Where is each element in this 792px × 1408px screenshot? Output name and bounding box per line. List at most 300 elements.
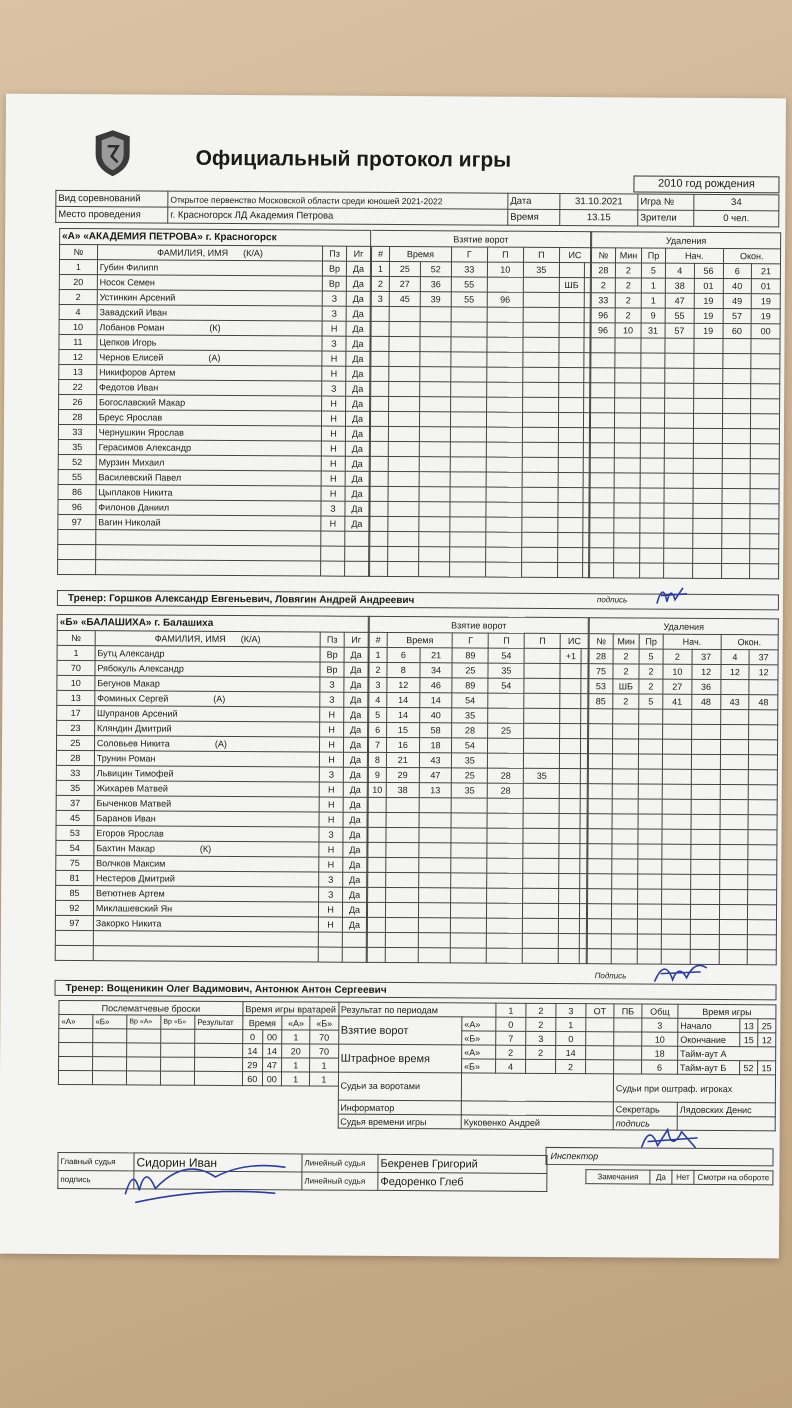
pen-end-m xyxy=(722,413,751,428)
goal-scorer: 55 xyxy=(451,292,487,307)
player-played: Да xyxy=(343,902,367,917)
empty-cell xyxy=(58,559,96,574)
pen-minutes xyxy=(615,398,641,413)
secretary-podpis: подпись xyxy=(613,1116,677,1130)
goal-extra xyxy=(580,889,587,904)
pen-number xyxy=(587,919,611,934)
pen-minutes xyxy=(611,919,637,934)
player-number: 35 xyxy=(56,780,94,795)
player-name: Соловьев Никита xyxy=(96,738,170,749)
goal-assist-1 xyxy=(487,828,523,843)
goal-number: 9 xyxy=(368,767,386,782)
notes-yes: Да xyxy=(650,1170,672,1184)
head-ref-label: Главный судья xyxy=(58,1152,134,1170)
time-value: 13.15 xyxy=(560,210,638,226)
goal-extra xyxy=(582,563,589,578)
table-row xyxy=(371,336,590,352)
goal-number xyxy=(368,887,386,902)
goal-minute: 15 xyxy=(387,722,420,737)
goal-scorer xyxy=(451,843,487,858)
player-name: Никифоров Артем xyxy=(99,367,176,378)
goal-assist-2 xyxy=(522,457,558,472)
player-name: Бегунов Макар xyxy=(97,678,160,689)
pen-start-s xyxy=(691,724,720,739)
game-time-title: Время игры xyxy=(678,1004,776,1019)
player-position: Н xyxy=(322,411,346,426)
goal-number: 1 xyxy=(369,647,387,662)
player-number: 52 xyxy=(58,454,96,469)
so-col-gkb: Вр «Б» xyxy=(161,1015,195,1029)
pen-reason: 5 xyxy=(639,649,663,664)
pen-end-s xyxy=(749,725,778,740)
player-played: Да xyxy=(343,797,367,812)
pen-minutes xyxy=(615,383,641,398)
col-name-text: ФАМИЛИЯ, ИМЯ xyxy=(157,247,229,258)
pen-col-pr: Пр xyxy=(641,248,665,263)
player-position: Н xyxy=(318,917,342,932)
goal-number xyxy=(367,947,385,962)
goal-assist-2 xyxy=(523,337,559,352)
table-row xyxy=(368,797,587,813)
player-played: Да xyxy=(346,306,370,321)
player-number: 28 xyxy=(58,409,96,424)
table-row xyxy=(590,473,779,489)
pen-end-m xyxy=(719,859,748,874)
player-position: З xyxy=(320,677,344,692)
table-row xyxy=(590,563,779,579)
pen-start-s xyxy=(690,889,719,904)
player-number: 17 xyxy=(57,705,95,720)
goal-strength xyxy=(559,874,580,889)
goal-extra xyxy=(582,548,589,563)
goal-strength xyxy=(560,724,581,739)
pen-start-m: 4 xyxy=(665,263,694,278)
period-col-total: Общ xyxy=(642,1004,678,1018)
goal-assist-1: 35 xyxy=(488,663,524,678)
goal-strength xyxy=(558,412,583,427)
goal-strength xyxy=(560,754,581,769)
pen-start-s: 19 xyxy=(694,293,723,308)
goal-second xyxy=(418,918,451,933)
pen-end-m: 60 xyxy=(723,323,752,338)
goal-extra xyxy=(581,754,588,769)
table-row xyxy=(588,799,777,815)
table-row xyxy=(371,366,590,382)
player-played: Да xyxy=(344,692,368,707)
player-position: Н xyxy=(321,441,345,456)
goal-strength xyxy=(559,919,580,934)
goal-number xyxy=(370,546,388,561)
pen-end-m xyxy=(720,784,749,799)
goal-assist-1: 25 xyxy=(488,723,524,738)
goal-minute xyxy=(385,917,418,932)
spectators-label: Зрители xyxy=(638,210,694,226)
player-name: Львицин Тимофей xyxy=(96,768,174,779)
goal-assist-2 xyxy=(524,723,560,738)
goal-col-g: Г xyxy=(453,633,489,648)
goal-assist-2: 35 xyxy=(524,768,560,783)
goal-assist-1 xyxy=(487,798,523,813)
pen-start-m xyxy=(665,368,694,383)
goal-extra xyxy=(583,488,590,503)
empty-cell xyxy=(318,947,342,962)
gk-col-b: «Б» xyxy=(310,1016,338,1030)
goal-scorer xyxy=(450,532,486,547)
pen-reason xyxy=(640,533,664,548)
goal-number xyxy=(371,366,389,381)
table-row xyxy=(588,874,777,890)
goal-second xyxy=(418,903,451,918)
notes-see-back: Смотри на обороте xyxy=(694,1170,773,1184)
goal-strength xyxy=(558,397,583,412)
table-row xyxy=(588,829,777,845)
pim-a-pb xyxy=(614,1046,642,1060)
goal-strength xyxy=(560,664,581,679)
goal-scorer xyxy=(451,933,487,948)
pen-start-s xyxy=(691,754,720,769)
pen-end-s: 12 xyxy=(749,665,778,680)
empty-cell xyxy=(321,561,345,576)
so-col-result: Результат xyxy=(195,1015,243,1029)
goal-assist-1 xyxy=(486,412,522,427)
pen-start-s xyxy=(691,769,720,784)
pen-start-m xyxy=(664,458,693,473)
goal-assist-2 xyxy=(523,813,559,828)
gk-row2-b: 70 xyxy=(310,1044,338,1058)
pen-end-m xyxy=(720,799,749,814)
pen-start-m: 27 xyxy=(663,679,692,694)
pens-title: Удаления xyxy=(589,618,778,635)
player-number: 20 xyxy=(59,274,97,289)
player-position: З xyxy=(322,336,346,351)
goal-minute xyxy=(389,321,420,336)
table-row xyxy=(591,278,780,294)
player-number: 1 xyxy=(57,645,95,660)
goal-extra xyxy=(579,949,586,964)
goal-extra xyxy=(580,919,587,934)
pen-reason xyxy=(637,904,661,919)
pen-end-m xyxy=(722,473,751,488)
table-row xyxy=(368,857,587,873)
pen-start-m xyxy=(664,443,693,458)
goal-minute xyxy=(386,887,419,902)
pen-start-m xyxy=(665,398,694,413)
goal-minute: 27 xyxy=(389,276,420,291)
start-m: 25 xyxy=(758,1019,776,1033)
table-row xyxy=(370,471,589,487)
pen-minutes xyxy=(612,814,638,829)
col-ka-text: (К/А) xyxy=(240,634,261,645)
goal-minute xyxy=(388,471,419,486)
player-played: Да xyxy=(345,501,369,516)
pen-end-s xyxy=(750,459,779,474)
pen-reason: 2 xyxy=(639,664,663,679)
date-label: Дата xyxy=(508,193,560,209)
pim-b-p2 xyxy=(526,1059,556,1073)
player-played: Да xyxy=(346,291,370,306)
player-name: Кляндин Дмитрий xyxy=(96,723,172,734)
pen-minutes xyxy=(615,338,641,353)
goal-number: 3 xyxy=(369,677,387,692)
pim-b-ot xyxy=(586,1060,614,1074)
player-name-cell xyxy=(94,841,319,857)
goal-minute: 25 xyxy=(389,261,420,276)
pen-start-s xyxy=(692,533,721,548)
player-position: Н xyxy=(321,426,345,441)
pen-minutes xyxy=(612,754,638,769)
player-name: Федотов Иван xyxy=(99,382,159,393)
goal-extra xyxy=(580,874,587,889)
pim-a-total: 18 xyxy=(642,1046,678,1060)
pen-end-s xyxy=(750,549,779,564)
pen-minutes xyxy=(614,563,640,578)
pen-number xyxy=(590,473,614,488)
goal-assist-2 xyxy=(522,502,558,517)
goal-strength xyxy=(559,844,580,859)
player-name: Завадский Иван xyxy=(99,307,168,318)
goal-minute: 12 xyxy=(387,677,420,692)
goal-second: 52 xyxy=(420,262,451,277)
player-name: Цепков Игорь xyxy=(99,337,157,348)
player-position: Н xyxy=(322,396,346,411)
goal-assist-2 xyxy=(523,307,559,322)
player-position: З xyxy=(319,767,343,782)
player-name: Фоминых Сергей xyxy=(97,693,169,704)
pen-start-m xyxy=(664,503,693,518)
player-name-cell xyxy=(97,305,322,321)
pen-end-m: 43 xyxy=(720,694,749,709)
col-name xyxy=(95,631,320,647)
goal-scorer xyxy=(450,427,486,442)
goal-number xyxy=(368,842,386,857)
empty-cell xyxy=(58,544,96,559)
pen-reason xyxy=(641,338,665,353)
pen-number xyxy=(588,814,612,829)
table-row xyxy=(588,889,777,905)
col-pos: Пз xyxy=(323,246,347,261)
table-row xyxy=(370,531,589,547)
goals-title: Взятие ворот xyxy=(369,616,588,633)
player-position: Н xyxy=(320,737,344,752)
player-position: З xyxy=(321,501,345,516)
player-played: Да xyxy=(344,737,368,752)
pen-reason xyxy=(640,458,664,473)
goal-extra xyxy=(580,904,587,919)
player-position: Н xyxy=(319,902,343,917)
goal-second: 14 xyxy=(419,693,452,708)
player-number: 33 xyxy=(56,765,94,780)
pen-start-s xyxy=(691,799,720,814)
goal-assist-2 xyxy=(524,753,560,768)
pen-reason xyxy=(641,398,665,413)
pen-number xyxy=(590,533,614,548)
goal-assist-1 xyxy=(486,517,522,532)
pen-end-m: 40 xyxy=(723,279,752,294)
pen-end-s xyxy=(749,710,778,725)
player-played: Да xyxy=(343,827,367,842)
pen-end-m xyxy=(719,919,748,934)
pen-number xyxy=(588,784,612,799)
empty-cell xyxy=(321,546,345,561)
table-row xyxy=(368,782,587,798)
pen-reason xyxy=(640,488,664,503)
goal-assist-1 xyxy=(487,903,523,918)
goal-strength xyxy=(560,709,581,724)
pen-end-s xyxy=(750,564,779,579)
pen-end-m xyxy=(720,709,749,724)
pen-start-s xyxy=(690,904,719,919)
goal-extra xyxy=(580,829,587,844)
pen-start-s xyxy=(693,503,722,518)
goal-number: 4 xyxy=(369,692,387,707)
pen-end-s xyxy=(748,875,777,890)
pen-end-s xyxy=(748,905,777,920)
pen-minutes: 2 xyxy=(615,263,641,278)
table-row xyxy=(370,486,589,502)
goal-strength xyxy=(560,739,581,754)
goal-scorer xyxy=(451,322,487,337)
pen-number xyxy=(591,353,615,368)
pen-number: 75 xyxy=(589,664,613,679)
player-name: Быченков Матвей xyxy=(96,798,172,809)
pen-reason xyxy=(640,518,664,533)
pen-col-end: Окон. xyxy=(723,249,781,264)
team-b-goals xyxy=(367,616,589,964)
player-name: Вагин Николай xyxy=(98,517,161,528)
player-played: Да xyxy=(346,321,370,336)
goal-scorer xyxy=(451,903,487,918)
goal-minute xyxy=(386,872,419,887)
pen-start-m xyxy=(664,473,693,488)
pen-start-m xyxy=(663,709,692,724)
goal-minute xyxy=(388,546,419,561)
goal-assist-2 xyxy=(522,532,558,547)
player-name: Мурзин Михаил xyxy=(98,457,165,468)
goal-assist-2 xyxy=(523,352,559,367)
pen-start-s xyxy=(690,934,719,949)
player-name: Миклашевский Ян xyxy=(95,903,173,914)
table-row xyxy=(371,396,590,412)
goal-strength xyxy=(557,547,582,562)
goal-assist-1 xyxy=(487,322,523,337)
goal-col-num: # xyxy=(369,632,387,647)
pen-start-m xyxy=(661,904,690,919)
goal-strength xyxy=(559,829,580,844)
player-played: Да xyxy=(344,707,368,722)
competition-label: Вид соревнований xyxy=(56,190,168,207)
pen-reason xyxy=(640,473,664,488)
goal-assist-2 xyxy=(522,472,558,487)
period-col-2: 2 xyxy=(526,1003,556,1017)
pen-end-s xyxy=(748,785,777,800)
table-row xyxy=(590,413,779,429)
period-col-1: 1 xyxy=(496,1003,526,1017)
goal-assist-2 xyxy=(523,277,559,292)
timeout-a-label: Тайм-аут А xyxy=(678,1046,776,1061)
pen-end-s xyxy=(748,800,777,815)
table-row xyxy=(370,516,589,532)
pen-reason xyxy=(640,563,664,578)
player-name-cell xyxy=(95,691,320,707)
pen-end-s xyxy=(750,534,779,549)
pen-start-s xyxy=(691,739,720,754)
table-row xyxy=(371,276,590,292)
pen-number xyxy=(588,769,612,784)
goal-second xyxy=(418,948,451,963)
pen-minutes xyxy=(612,889,638,904)
player-played: Да xyxy=(346,261,370,276)
goal-number: 8 xyxy=(368,752,386,767)
goal-minute xyxy=(385,932,418,947)
player-played: Да xyxy=(346,381,370,396)
goal-assist-1 xyxy=(488,753,524,768)
goal-assist-1 xyxy=(487,948,523,963)
game-value: 34 xyxy=(694,194,779,211)
player-name-cell xyxy=(96,485,321,501)
player-name-cell xyxy=(94,871,319,887)
player-name: Ветютнев Артем xyxy=(95,888,165,899)
pen-minutes xyxy=(612,739,638,754)
empty-cell xyxy=(96,545,321,561)
player-played: Да xyxy=(344,677,368,692)
pen-reason xyxy=(641,383,665,398)
goal-second: 21 xyxy=(420,648,453,663)
goal-minute: 29 xyxy=(386,767,419,782)
player-name: Бутц Александр xyxy=(97,648,165,659)
goal-scorer xyxy=(449,562,485,577)
table-row xyxy=(591,398,780,414)
player-played: Да xyxy=(346,276,370,291)
goal-minute xyxy=(389,396,420,411)
table-row xyxy=(587,919,776,935)
player-number: 26 xyxy=(59,394,97,409)
table-row xyxy=(368,767,587,783)
team-a-block xyxy=(57,228,781,610)
goal-extra xyxy=(583,473,590,488)
goal-assist-2 xyxy=(523,933,559,948)
pen-end-s xyxy=(751,429,780,444)
pen-end-m xyxy=(722,428,751,443)
goal-assist-2 xyxy=(522,517,558,532)
pen-start-s xyxy=(693,458,722,473)
team-a-signature-icon xyxy=(653,578,693,610)
player-name: Василевский Павел xyxy=(98,472,182,483)
player-number: 35 xyxy=(58,439,96,454)
goal-scorer: 89 xyxy=(452,678,488,693)
gk-row3-a: 1 xyxy=(282,1058,310,1072)
goal-number xyxy=(371,381,389,396)
player-number: 70 xyxy=(57,660,95,675)
goal-strength xyxy=(560,679,581,694)
pen-number xyxy=(591,398,615,413)
pen-number: 85 xyxy=(589,694,613,709)
player-position: Н xyxy=(321,516,345,531)
end-m: 12 xyxy=(758,1033,776,1047)
pim-b-tag: «Б» xyxy=(462,1059,496,1073)
goal-scorer: 33 xyxy=(451,262,487,277)
pen-end-m xyxy=(721,548,750,563)
pen-number xyxy=(590,563,614,578)
goal-number xyxy=(368,872,386,887)
goal-minute xyxy=(389,381,420,396)
goals-a-total: 3 xyxy=(642,1018,678,1032)
goal-strength xyxy=(559,799,580,814)
team-b-podpis: Подпись xyxy=(594,971,627,981)
so-col-gka: Вр «А» xyxy=(127,1015,161,1029)
goal-assist-2 xyxy=(523,798,559,813)
goals-b-p2: 3 xyxy=(526,1031,556,1045)
player-played: Да xyxy=(344,647,368,662)
